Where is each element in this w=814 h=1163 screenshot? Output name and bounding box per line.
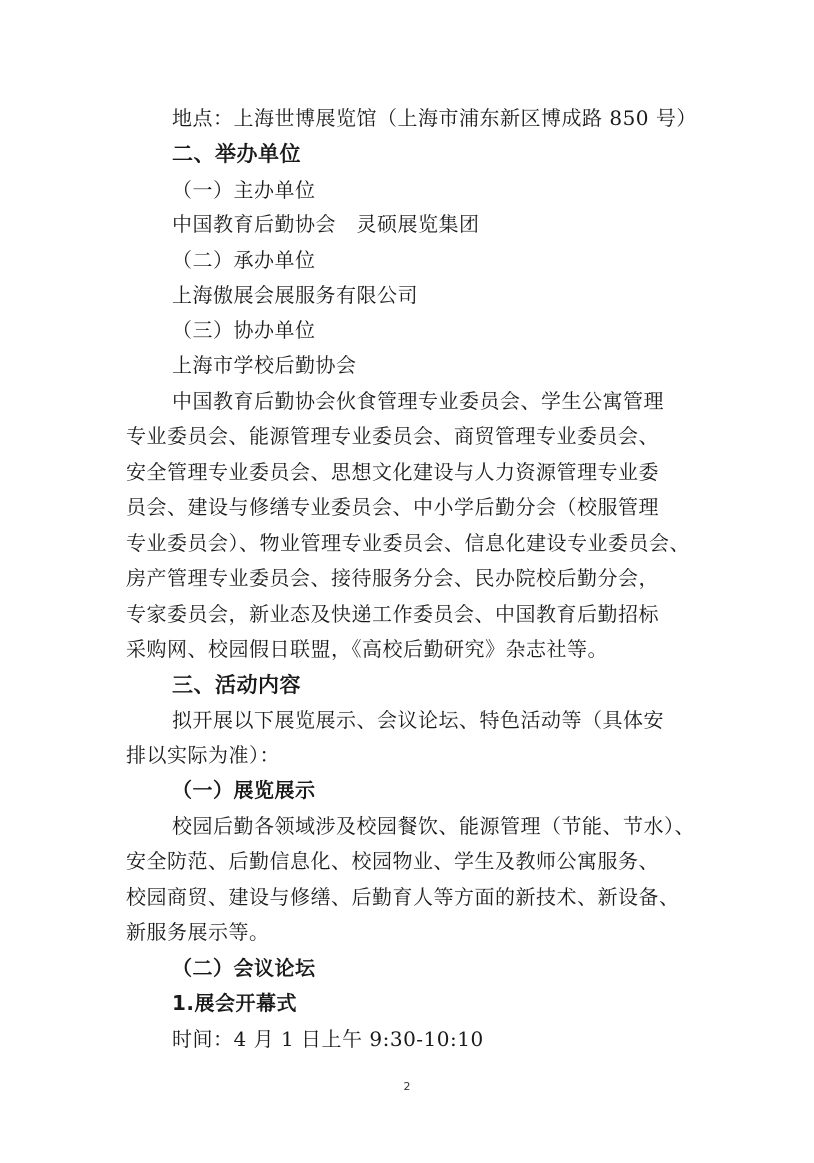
host-value: 中国教育后勤协会 灵硕展览集团 xyxy=(172,212,480,236)
co-organizer-paragraph-line: 专业委员会、能源管理专业委员会、商贸管理专业委员会、 xyxy=(126,424,659,448)
co-organizer-paragraph-line: 房产管理专业委员会、接待服务分会、民办院校后勤分会， xyxy=(126,566,659,590)
exhibition-heading: （一）展览展示 xyxy=(172,778,316,802)
co-organizer-paragraph-line: 专业委员会）、物业管理专业委员会、信息化建设专业委员会、 xyxy=(126,531,690,555)
activity-intro-line: 排以实际为准）： xyxy=(126,743,280,767)
co-organizer-paragraph-line: 员会、建设与修缮专业委员会、中小学后勤分会（校服管理 xyxy=(126,495,659,519)
co-organizer-paragraph-line: 专家委员会，新业态及快递工作委员会、中国教育后勤招标 xyxy=(126,602,659,626)
opening-heading: 1.展会开幕式 xyxy=(172,991,298,1015)
co-organizer-label: （三）协办单位 xyxy=(172,318,316,342)
organizer-label: （二）承办单位 xyxy=(172,248,316,272)
section2-heading: 二、举办单位 xyxy=(172,142,301,166)
exhibition-line: 新服务展示等。 xyxy=(126,920,270,944)
exhibition-line: 校园商贸、建设与修缮、后勤育人等方面的新技术、新设备、 xyxy=(126,885,680,909)
co-organizer-paragraph-line: 中国教育后勤协会伙食管理专业委员会、学生公寓管理 xyxy=(172,389,664,413)
page-number: 2 xyxy=(403,1080,411,1093)
organizer-value: 上海傲展会展服务有限公司 xyxy=(172,283,418,307)
exhibition-line: 安全防范、后勤信息化、校园物业、学生及教师公寓服务、 xyxy=(126,849,659,873)
co-organizer-paragraph-line: 安全管理专业委员会、思想文化建设与人力资源管理专业委 xyxy=(126,460,659,484)
section3-heading: 三、活动内容 xyxy=(172,673,301,697)
activity-intro-line: 拟开展以下展览展示、会议论坛、特色活动等（具体安 xyxy=(172,708,664,732)
opening-time: 时间：4 月 1 日上午 9:30-10:10 xyxy=(172,1027,484,1051)
location-line: 地点：上海世博展览馆（上海市浦东新区博成路 850 号） xyxy=(172,106,697,130)
co-organizer-value: 上海市学校后勤协会 xyxy=(172,353,357,377)
forum-heading: （二）会议论坛 xyxy=(172,956,316,980)
co-organizer-paragraph-line: 采购网、校园假日联盟，《高校后勤研究》杂志社等。 xyxy=(126,637,608,661)
exhibition-line: 校园后勤各领域涉及校园餐饮、能源管理（节能、节水）、 xyxy=(172,814,695,838)
host-label: （一）主办单位 xyxy=(172,178,316,202)
